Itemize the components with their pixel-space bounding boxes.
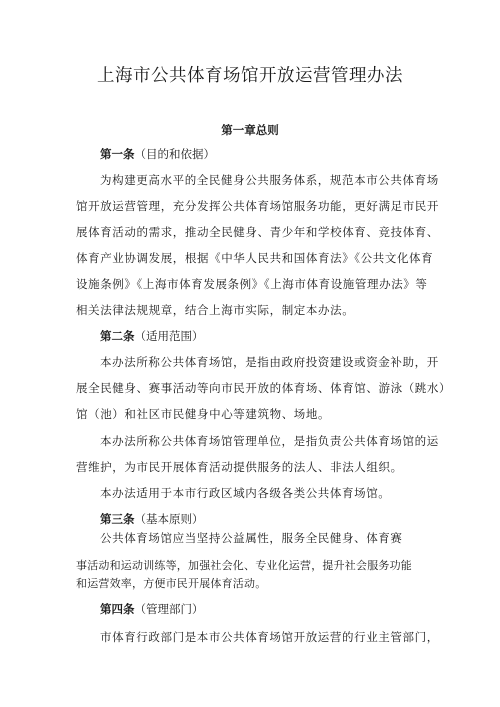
paragraph-line: 市体育行政部门是本市公共体育场馆开放运营的行业主管部门，: [100, 630, 439, 644]
paragraph-line: 设施条例》《上海市体育发展条例》《上海市体育设施管理办法》等: [76, 277, 428, 291]
paragraph-line: 体育产业协调发展，根据《中华人民共和国体育法》《公共文化体育: [76, 251, 434, 265]
paragraph-line: 馆开放运营管理，充分发挥公共体育场馆服务功能，更好满足市民开: [76, 199, 439, 213]
paragraph-line: 事活动和运动训练等，加强社会化、专业化运营，提升社会服务功能: [76, 559, 412, 572]
article-1-heading: [100, 146, 215, 162]
article-number: 第三条: [100, 512, 135, 526]
article-topic: （管理部门）: [134, 602, 204, 616]
article-topic: （适用范围）: [134, 329, 204, 343]
paragraph-line: 为构建更高水平的全民健身公共服务体系，规范本市公共体育场: [100, 173, 439, 187]
article-number: 第二条: [100, 329, 135, 343]
paragraph-line: 相关法律法规规章，结合上海市实际，制定本办法。: [76, 303, 355, 317]
article-number: 第四条: [100, 602, 135, 616]
article-4-heading: [100, 601, 204, 617]
article-2-heading: [100, 328, 204, 344]
paragraph-line: 本办法所称公共体育场馆管理单位，是指负责公共体育场馆的运: [100, 434, 439, 448]
paragraph-line: 本办法所称公共体育场馆，是指由政府投资建设或资金补助，开: [100, 355, 439, 369]
article-topic: （基本原则）: [134, 512, 204, 526]
paragraph-line: 展全民健身、赛事活动等向市民开放的体育场、体育馆、游泳（跳水）: [76, 381, 452, 395]
article-number: 第一条: [100, 147, 135, 161]
chapter-heading: 第一章总则: [221, 123, 279, 137]
paragraph-line: 本办法适用于本市行政区域内各级各类公共体育场馆。: [100, 486, 391, 500]
paragraph-line: 公共体育场馆应当坚持公益属性，服务全民健身、体育赛: [100, 531, 403, 545]
article-topic: （目的和依据）: [134, 147, 215, 161]
paragraph-line: 营维护，为市民开展体育活动提供服务的法人、非法人组织。: [76, 460, 403, 474]
paragraph-line: 展体育活动的需求，推动全民健身、青少年和学校体育、竞技体育、: [76, 225, 439, 239]
paragraph-line: 馆（池）和社区市民健身中心等建筑物、场地。: [76, 407, 331, 421]
article-3-heading: [100, 511, 204, 527]
paragraph-line: 和运营效率，方便市民开展体育活动。: [76, 577, 267, 590]
document-title: 上海市公共体育场馆开放运营管理办法: [97, 66, 403, 86]
